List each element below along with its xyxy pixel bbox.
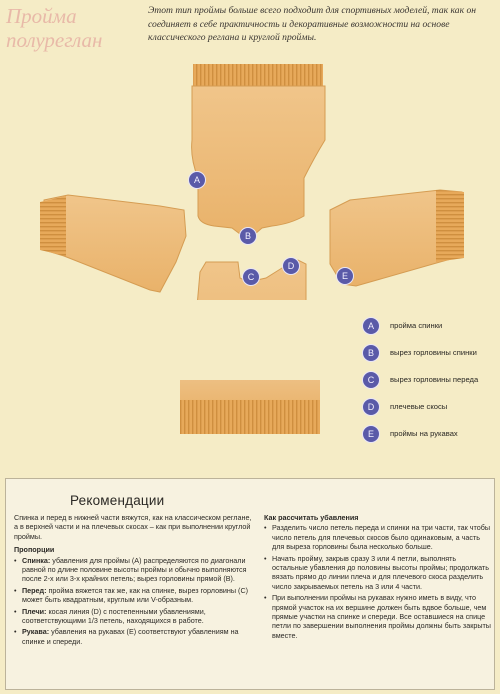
legend-label-c: вырез горловины переда xyxy=(390,375,479,384)
proportion-item-back xyxy=(14,556,254,584)
proportion-label: Плечи: xyxy=(22,606,47,616)
intro-text: Этот тип проймы больше всего подходит для спортивных моделей, так как он соединяет в себе практичность и декоративные возможности на основе классического реглана и круглой проймы. xyxy=(148,5,477,43)
legend-badge-a: A xyxy=(362,317,380,335)
proportion-item-shoulders xyxy=(14,607,254,626)
legend xyxy=(362,312,498,447)
badge-e-sleeve-armhole: E xyxy=(336,267,354,285)
recommendations-intro: Спинка и перед в нижней части вяжутся, как на классическом реглане, а в верхней части и на плечевых скосах – как при выполнении круглой проймы. xyxy=(14,513,252,541)
legend-item-a xyxy=(362,312,498,339)
proportion-text: убавления для проймы (A) распределяются по диагонали равной по длине половине высоты проймы и обычно выполняются после 2-х или 3-х крайних петель; вырез горловины прямой (B). xyxy=(22,555,247,584)
badge-c-front-neckline: C xyxy=(242,268,260,286)
recommendations-right-column xyxy=(264,507,492,642)
proportion-item-front xyxy=(14,586,254,605)
title-line-2: полуреглан xyxy=(6,28,103,52)
proportion-text: пройма вяжется так же, как на спинке, вырез горловины (C) может быть квадратным, круглым или V-образным. xyxy=(22,585,249,605)
proportion-label: Рукава: xyxy=(22,627,50,637)
badge-b-back-neckline: B xyxy=(239,227,257,245)
proportion-text: косая линия (D) с постепенными убавлениями, соответствующими 1/3 петель, находящихся в работе. xyxy=(22,606,206,626)
front-ribbing xyxy=(180,400,320,434)
legend-label-b: вырез горловины спинки xyxy=(390,348,477,357)
proportion-label: Перед: xyxy=(22,585,47,595)
legend-badge-b: B xyxy=(362,344,380,362)
proportion-text: убавления на рукавах (E) соответствуют убавлениям на спинке и спереди. xyxy=(22,627,239,646)
calc-item: • Разделить число петель переда и спинки на три части, так чтобы число петель для плечевых скосов было одинаковым, а часть для выреза горловины была несколько больше. xyxy=(264,523,492,551)
proportion-label: Спинка: xyxy=(22,555,51,565)
legend-badge-c: C xyxy=(362,371,380,389)
badge-d-shoulder-slope: D xyxy=(282,257,300,275)
legend-item-e xyxy=(362,420,498,447)
legend-label-d: плечевые скосы xyxy=(390,402,448,411)
legend-item-c xyxy=(362,366,498,393)
title-line-1: Пройма xyxy=(6,4,77,28)
legend-badge-d: D xyxy=(362,398,380,416)
legend-label-e: проймы на рукавах xyxy=(390,429,458,438)
recommendations-heading: Рекомендации xyxy=(70,493,165,508)
calc-item: • При выполнении проймы на рукавах нужно иметь в виду, что прямой участок на их вершине должен быть вдвое больше, чем прямые участки на спинке и спереди. Все оставшиеся на спице петли по завершении выполнения проймы должны быть закрыты вместе. xyxy=(264,593,492,640)
legend-item-d xyxy=(362,393,498,420)
badge-a-back-armhole: A xyxy=(188,171,206,189)
legend-item-b xyxy=(362,339,498,366)
proportion-item-sleeves xyxy=(14,627,254,646)
legend-label-a: пройма спинки xyxy=(390,321,443,330)
legend-badge-e: E xyxy=(362,425,380,443)
recommendations-left-column xyxy=(14,507,254,648)
calc-heading: Как рассчитать убавления xyxy=(264,513,359,522)
proportions-heading: Пропорции xyxy=(14,545,55,555)
calc-item: • Начать пройму, закрыв сразу 3 или 4 петли, выполнять остальные убавления до половины высоты проймы; продолжать вязать прямо до линии плеча и для плечевого скоса разделить число закрываемых петель на 3 или 4 части. xyxy=(264,554,492,592)
recommendations-box xyxy=(5,478,495,690)
